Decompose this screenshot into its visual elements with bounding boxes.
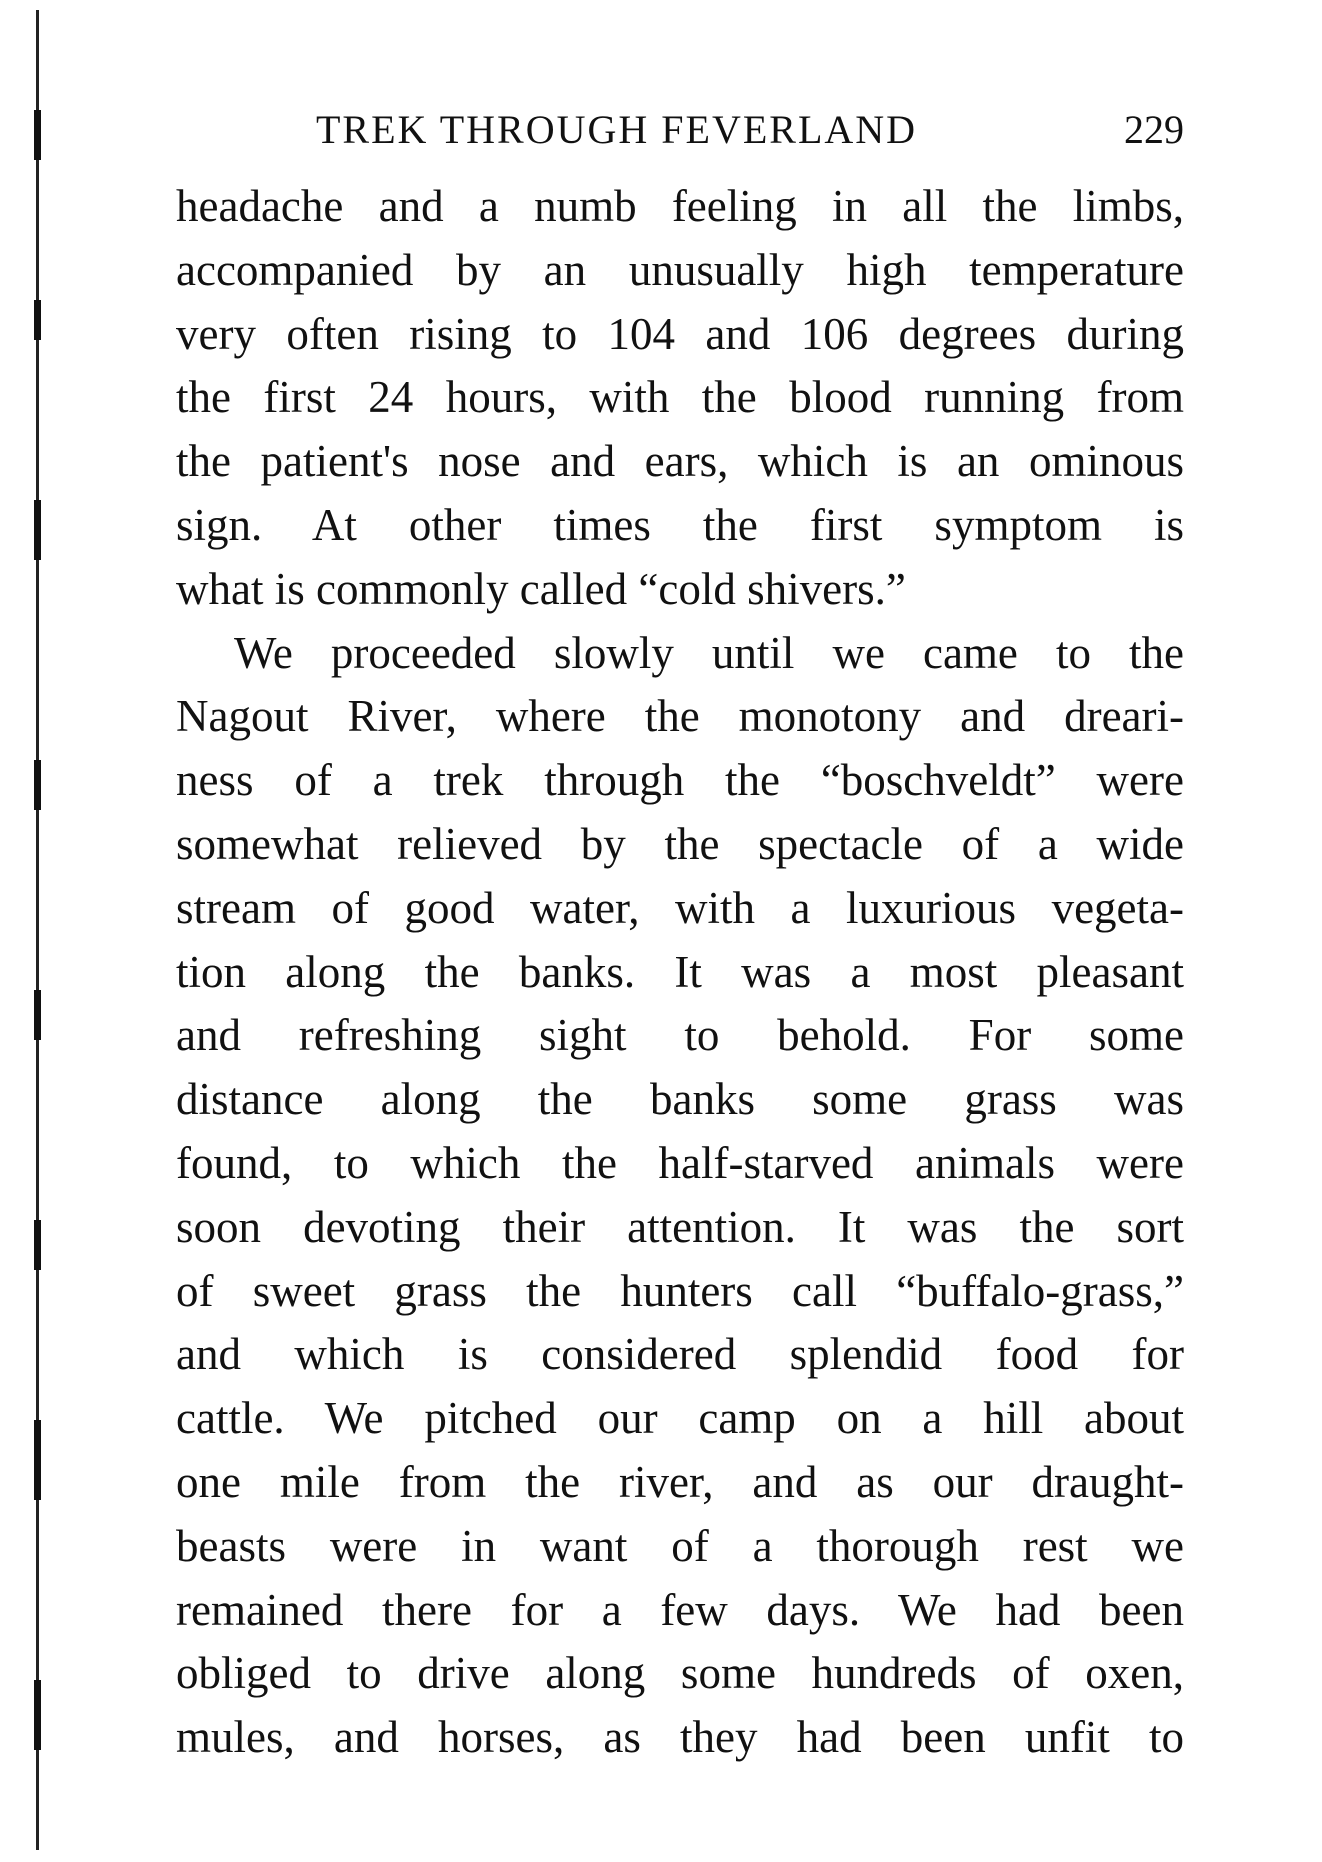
text-line: remained there for a few days. We had been <box>176 1584 1184 1635</box>
text-line: and which is considered splendid food for <box>176 1329 1184 1380</box>
text-line: ness of a trek through the “boschveldt” were <box>176 755 1184 806</box>
text-line: very often rising to 104 and 106 degrees during <box>176 308 1184 359</box>
text-line: Nagout River, where the monotony and dreari- <box>176 691 1184 742</box>
running-header <box>176 98 1184 162</box>
text-line: cattle. We pitched our camp on a hill about <box>176 1393 1184 1444</box>
binding-mark <box>34 300 41 340</box>
text-line: of sweet grass the hunters call “buffalo-grass,” <box>176 1265 1184 1316</box>
text-line: distance along the banks some grass was <box>176 1074 1184 1125</box>
text-line: obliged to drive along some hundreds of oxen, <box>176 1648 1184 1699</box>
text-line: somewhat relieved by the spectacle of a wide <box>176 819 1184 869</box>
page-number: 229 <box>1124 107 1184 152</box>
running-title: TREK THROUGH FEVERLAND <box>316 107 918 152</box>
binding-mark <box>34 1680 41 1750</box>
text-line: one mile from the river, and as our draught- <box>176 1457 1184 1507</box>
text-line: mules, and horses, as they had been unfit to <box>176 1712 1184 1763</box>
text-line: headache and a numb feeling in all the limbs, <box>176 181 1184 231</box>
binding-mark <box>34 1220 41 1270</box>
text-line: the patient's nose and ears, which is an ominous <box>176 436 1184 487</box>
text-line: stream of good water, with a luxurious vegeta- <box>176 882 1184 933</box>
binding-mark <box>34 760 41 810</box>
binding-mark <box>34 500 41 560</box>
text-line: the first 24 hours, with the blood running from <box>176 372 1184 423</box>
binding-mark <box>34 110 41 160</box>
page-binding-edge <box>36 10 39 1850</box>
text-line: soon devoting their attention. It was the sort <box>176 1201 1184 1252</box>
text-line: what is commonly called “cold shivers.” <box>176 563 906 614</box>
binding-mark <box>34 1420 41 1500</box>
text-line: and refreshing sight to behold. For some <box>176 1010 1184 1061</box>
text-line: accompanied by an unusually high temperature <box>176 244 1184 295</box>
binding-mark <box>34 990 41 1040</box>
text-line: We proceeded slowly until we came to the <box>234 627 1184 678</box>
text-line: tion along the banks. It was a most pleasant <box>176 946 1184 997</box>
text-line: found, to which the half-starved animals were <box>176 1138 1184 1188</box>
text-line: sign. At other times the first symptom is <box>176 500 1184 550</box>
text-line: beasts were in want of a thorough rest we <box>176 1520 1184 1571</box>
